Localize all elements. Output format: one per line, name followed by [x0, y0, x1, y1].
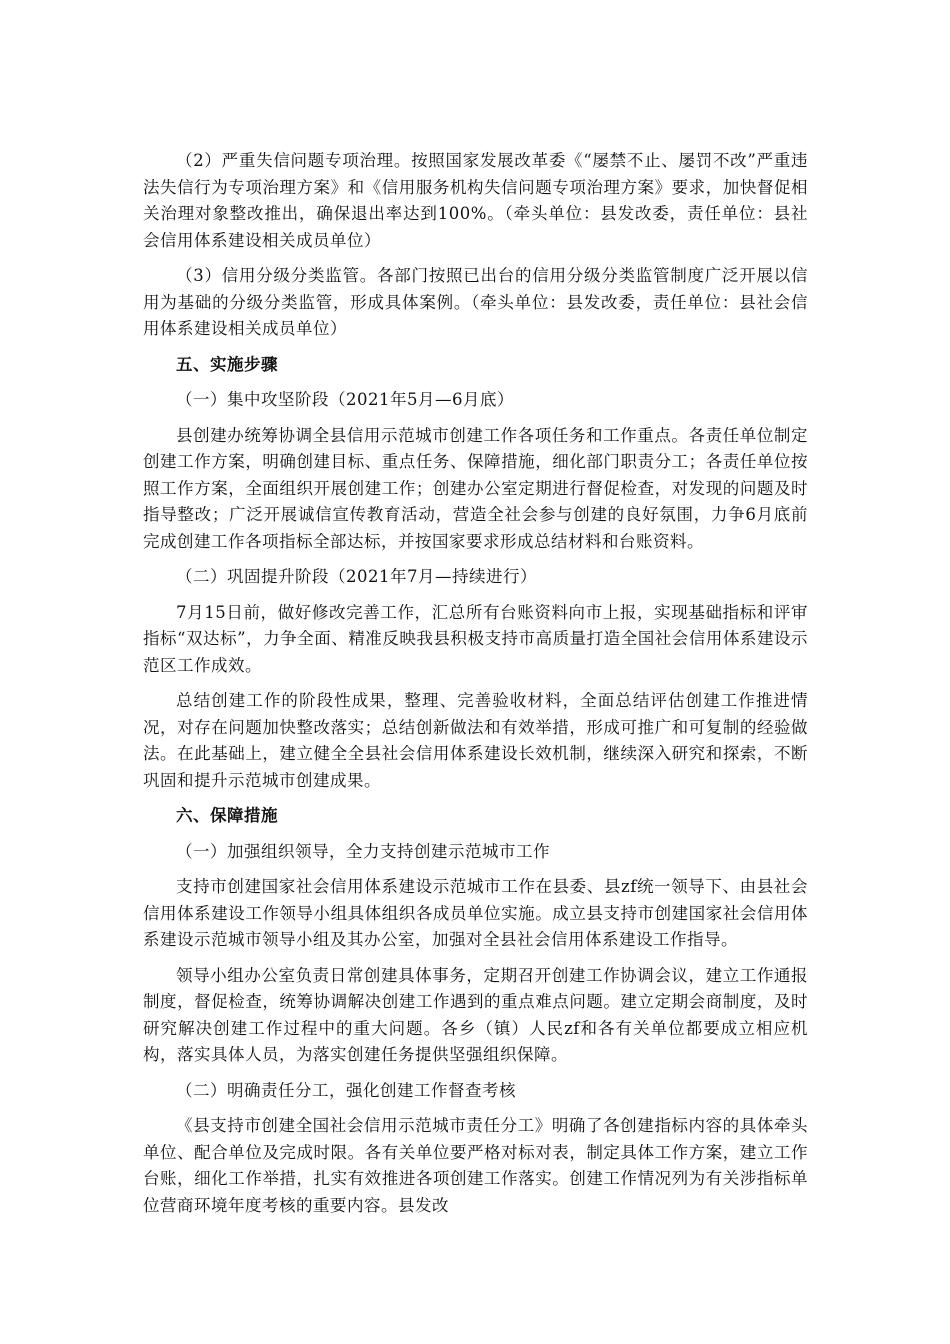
- paragraph-credit-classification: （3）信用分级分类监管。各部门按照已出台的信用分级分类监管制度广泛开展以信用为基础的分级分类监管，形成具体案例。（牵头单位：县发改委，责任单位：县社会信用体系建设相关成员单位）: [143, 266, 808, 338]
- subheading-responsibility-division: （二）明确责任分工，强化创建工作督查考核: [176, 1080, 516, 1100]
- subheading-organization-leadership: （一）加强组织领导，全力支持创建示范城市工作: [176, 841, 550, 861]
- paragraph-july-deadline: 7月15日前，做好修改完善工作，汇总所有台账资料向市上报，实现基础指标和评审指标“双达标”，力争全面、精准反映我县积极支持市高质量打造全国社会信用体系建设示范区工作成效。: [143, 602, 808, 675]
- paragraph-responsibility-division: 《县支持市创建全国社会信用示范城市责任分工》明确了各创建指标内容的具体牵头单位、配合单位及完成时限。各有关单位要严格对标对表，制定具体工作方案，建立工作台账，细化工作举措，扎实有效推进各项创建工作落实。创建工作情况列为有关涉指标单位营商环境年度考核的重要内容。县发改: [143, 1116, 808, 1215]
- subheading-focused-stage: （一）集中攻坚阶段（2021年5月—6月底）: [176, 390, 514, 409]
- paragraph-leadership-group: 支持市创建国家社会信用体系建设示范城市工作在县委、县zf统一领导下、由县社会信用体系建设工作领导小组具体组织各成员单位实施。成立县支持市创建国家社会信用体系建设示范城市领导小组及其办公室，加强对全县社会信用体系建设工作指导。: [143, 877, 808, 949]
- section-heading-safeguards: 六、保障措施: [176, 806, 278, 825]
- paragraph-summary-results: 总结创建工作的阶段性成果，整理、完善验收材料，全面总结评估创建工作推进情况，对存在问题加快整改落实；总结创新做法和有效举措，形成可推广和可复制的经验做法。在此基础上，建立健全全县社会信用体系建设长效机制，继续深入研究和探索，不断巩固和提升示范城市创建成果。: [143, 691, 808, 790]
- subheading-consolidation-stage: （二）巩固提升阶段（2021年7月—持续进行）: [176, 567, 537, 586]
- paragraph-serious-dishonesty: （2）严重失信问题专项治理。按照国家发展改革委《“屡禁不止、屡罚不改”严重违法失信行为专项治理方案》和《信用服务机构失信问题专项治理方案》要求，加快督促相关治理对象整改推出，确保退出率达到100%。（牵头单位：县发改委，责任单位：县社会信用体系建设相关成员单位）: [143, 151, 808, 250]
- section-heading-implementation-steps: 五、实施步骤: [176, 354, 278, 374]
- paragraph-office-duties: 领导小组办公室负责日常创建具体事务，定期召开创建工作协调会议，建立工作通报制度，督促检查，统筹协调解决创建工作遇到的重点难点问题。建立定期会商制度，及时研究解决创建工作过程中的重大问题。各乡（镇）人民zf和各有关单位都要成立相应机构，落实具体人员，为落实创建任务提供坚强组织保障。: [143, 965, 808, 1064]
- document-body: [143, 148, 808, 1228]
- paragraph-focused-stage: 县创建办统筹协调全县信用示范城市创建工作各项任务和工作重点。各责任单位制定创建工作方案，明确创建目标、重点任务、保障措施，细化部门职责分工；各责任单位按照工作方案，全面组织开展创建工作；创建办公室定期进行督促检查，对发现的问题及时指导整改；广泛开展诚信宣传教育活动，营造全社会参与创建的良好氛围，力争6月底前完成创建工作各项指标全部达标，并按国家要求形成总结材料和台账资料。: [143, 425, 808, 551]
